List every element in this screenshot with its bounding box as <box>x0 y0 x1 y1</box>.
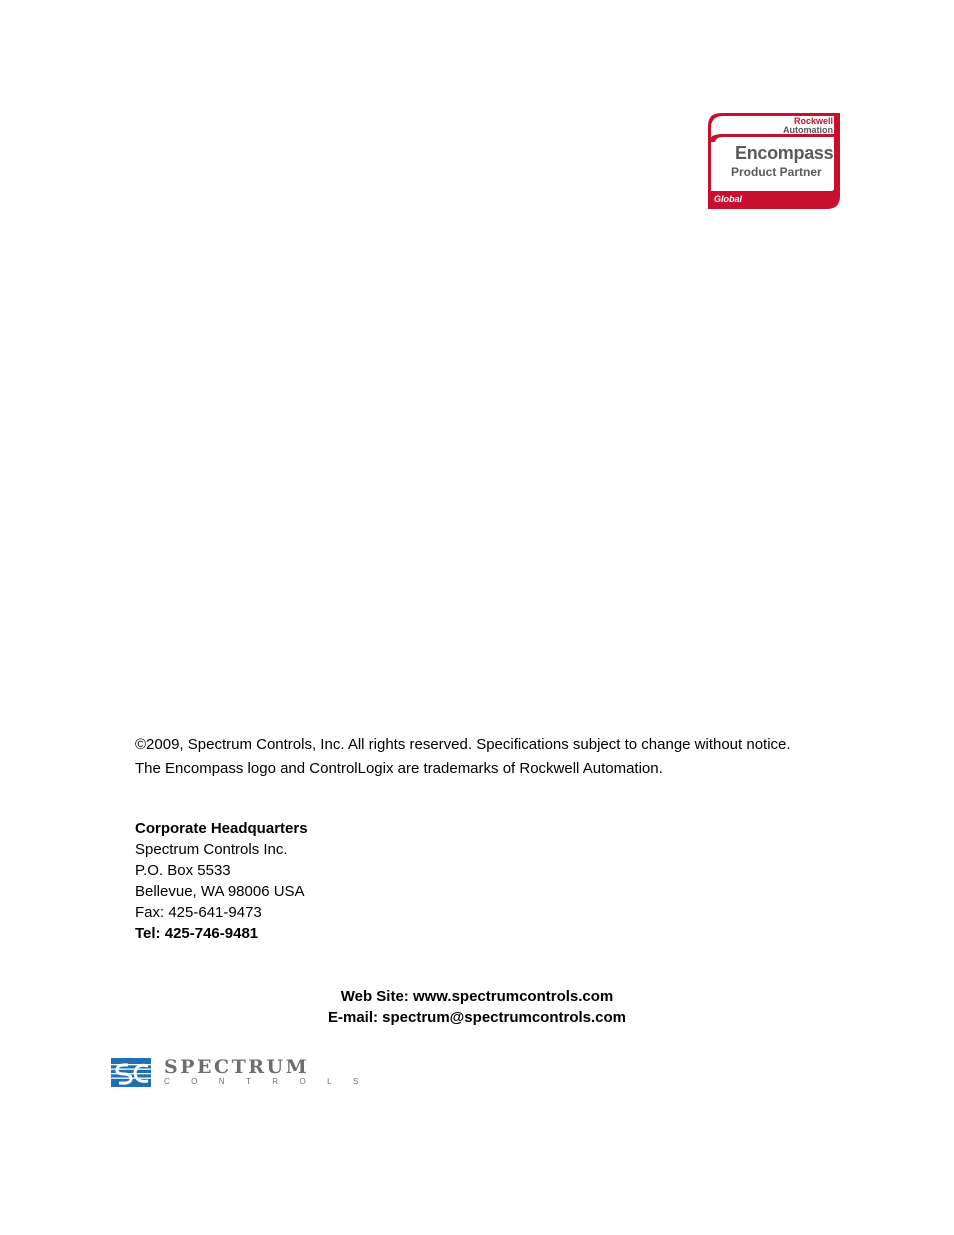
spectrum-controls-logo <box>111 1056 380 1089</box>
contact-info <box>0 986 954 1028</box>
encompass-partner-badge <box>707 112 841 210</box>
badge-brand-line1: Rockwell <box>793 116 833 126</box>
hq-city: Bellevue, WA 98006 USA <box>135 883 305 900</box>
email-line: E-mail: spectrum@spectrumcontrols.com <box>327 1009 627 1026</box>
badge-title: Encompass™ <box>735 143 839 163</box>
sc-monogram-icon <box>111 1058 151 1087</box>
badge-brand-line2: Automation <box>783 125 833 135</box>
headquarters-address <box>135 818 535 944</box>
logo-wordmark: SPECTRUM <box>164 1056 310 1078</box>
hq-po-box: P.O. Box 5533 <box>135 862 231 879</box>
badge-subtitle: Product Partner <box>731 165 822 179</box>
logo-subtext: CONTROLS <box>164 1077 380 1086</box>
hq-fax: Fax: 425-641-9473 <box>135 904 262 921</box>
hq-company: Spectrum Controls Inc. <box>135 841 288 858</box>
hq-heading: Corporate Headquarters <box>135 820 308 837</box>
hq-tel: Tel: 425-746-9481 <box>135 925 259 942</box>
trademark-mark: ™ <box>833 152 839 158</box>
copyright-notice: ©2009, Spectrum Controls, Inc. All rights reserved. Specifications subject to change without notice. The Encompass logo and ControlLogix are trademarks of Rockwell Automation. <box>135 736 791 777</box>
badge-region: Global <box>714 194 743 204</box>
website-line: Web Site: www.spectrumcontrols.com <box>340 988 614 1005</box>
